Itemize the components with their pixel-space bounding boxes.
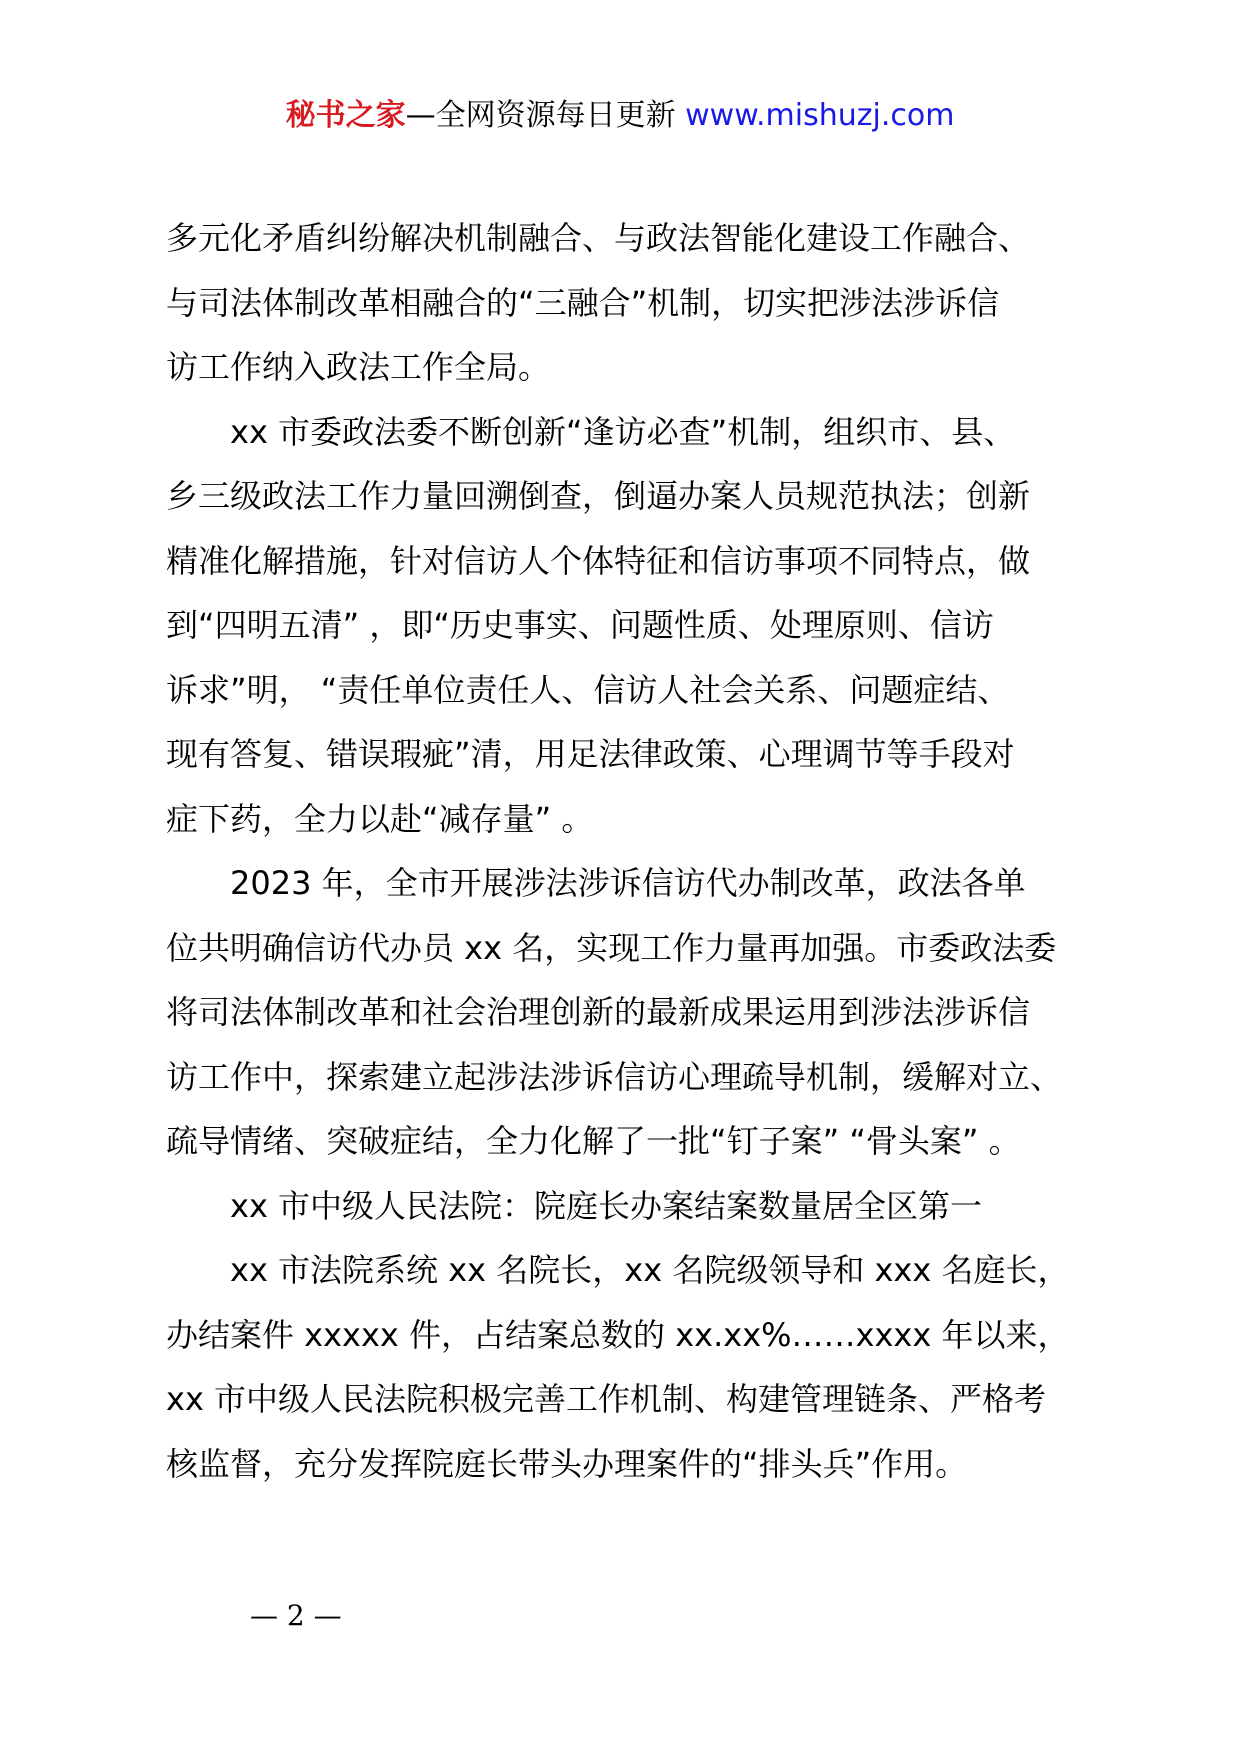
text-line: 办结案件 xxxxx 件，占结案总数的 xx.xx%……xxxx 年以来， [166,1315,1070,1354]
text-line: 访工作纳入政法工作全局。 [166,348,551,386]
text-line: 将司法体制改革和社会治理创新的最新成果运用到涉法涉诉信 [166,993,1031,1031]
paragraph-start-line: 2023 年，全市开展涉法涉诉信访代办制改革，政法各单 [230,864,1026,902]
text-line: 到“四明五清” ，即“历史事实、问题性质、处理原则、信访 [166,606,994,644]
text-line: xx 市中级人民法院积极完善工作机制、构建管理链条、严格考 [166,1380,1047,1418]
text-line: 与司法体制改革相融合的“三融合”机制，切实把涉法涉诉信 [166,283,1000,322]
text-line: 多元化矛盾纠纷解决机制融合、与政法智能化建设工作融合、 [166,219,1031,257]
header-tagline: —全网资源每日更新 [405,98,686,133]
header-brand: 秘书之家 [285,98,406,133]
text-line: 现有答复、错误瑕疵”清，用足法律政策、心理调节等手段对 [166,735,1015,773]
paragraph-start-line: xx 市委政法委不断创新“逢访必查”机制，组织市、县、 [230,412,1016,451]
document-body [166,206,1101,1496]
text-line: 乡三级政法工作力量回溯倒查，倒逼办案人员规范执法；创新 [166,477,1031,515]
text-line: 症下药，全力以赴“减存量” 。 [166,799,594,838]
paragraph-start-line: xx 市法院系统 xx 名院长，xx 名院级领导和 xxx 名庭长， [230,1251,1070,1289]
page-number: — 2 — [250,1599,342,1632]
text-line: 位共明确信访代办员 xx 名，实现工作力量再加强。市委政法委 [166,928,1057,967]
text-line: 核监督，充分发挥院庭长带头办理案件的“排头兵”作用。 [166,1444,968,1483]
header-url-link[interactable]: www.mishuzj.com [685,98,955,133]
section-heading: xx 市中级人民法院：院庭长办案结案数量居全区第一 [230,1186,983,1225]
text-line: 疏导情绪、突破症结，全力化解了一批“钉子案” “骨头案” 。 [166,1122,1021,1160]
page-header [0,96,1240,136]
text-line: 访工作中，探索建立起涉法涉诉信访心理疏导机制，缓解对立、 [166,1057,1063,1096]
text-line: 精准化解措施，针对信访人个体特征和信访事项不同特点，做 [166,541,1031,580]
text-line: 诉求”明， “责任单位责任人、信访人社会关系、问题症结、 [166,670,1010,709]
